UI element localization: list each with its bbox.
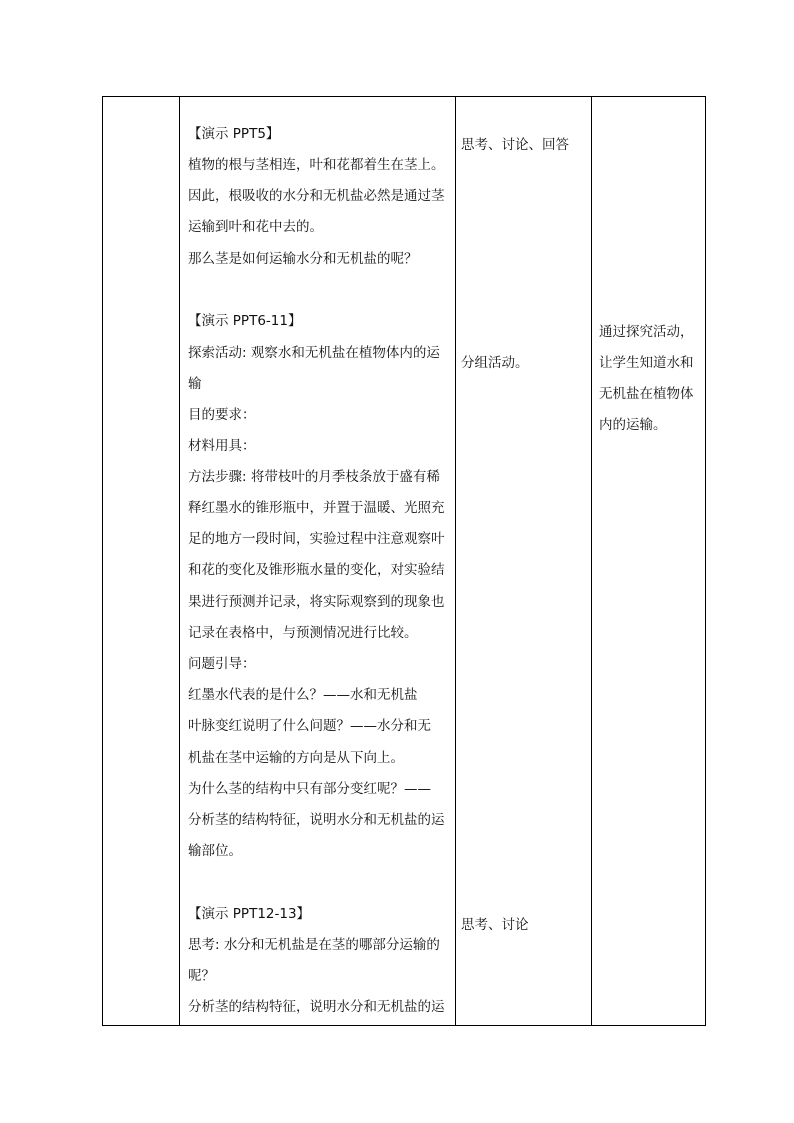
teacher-line: 分析茎的结构特征，说明水分和无机盐的运	[188, 999, 445, 1015]
teacher-line: 方法步骤: 将带枝叶的月季枝条放于盛有稀	[188, 469, 440, 485]
teacher-line: 【演示 PPT6-11】	[188, 313, 302, 329]
teacher-line: 输部位。	[188, 843, 242, 859]
teacher-line: 运输到叶和花中去的。	[188, 219, 323, 235]
teacher-line: 机盐在茎中运输的方向是从下向上。	[188, 750, 404, 766]
teacher-line: 探索活动: 观察水和无机盐在植物体内的运	[188, 345, 440, 361]
column-divider-1	[179, 97, 180, 1025]
column-divider-3	[591, 97, 592, 1025]
teacher-line: 问题引导：	[188, 656, 256, 672]
teacher-line: 那么茎是如何运输水分和无机盐的呢？	[188, 251, 418, 267]
teacher-line: 呢？	[188, 968, 215, 984]
teacher-line: 目的要求：	[188, 407, 256, 423]
intent-line: 内的运输。	[599, 417, 667, 433]
teacher-line: 植物的根与茎相连，叶和花都着生在茎上。	[188, 157, 445, 173]
intent-line: 无机盐在植物体	[599, 386, 694, 402]
teacher-line: 为什么茎的结构中只有部分变红呢？——	[188, 781, 431, 797]
teacher-line: 释红墨水的锥形瓶中，并置于温暖、光照充	[188, 500, 445, 516]
student-line: 思考、讨论、回答	[461, 137, 569, 153]
teacher-line: 叶脉变红说明了什么问题？——水分和无	[188, 718, 431, 734]
teacher-line: 记录在表格中，与预测情况进行比较。	[188, 625, 418, 641]
teacher-line: 分析茎的结构特征，说明水分和无机盐的运	[188, 812, 445, 828]
intent-line: 通过探究活动，	[599, 324, 694, 340]
teacher-line: 材料用具：	[188, 438, 256, 454]
intent-line: 让学生知道水和	[599, 355, 694, 371]
lesson-table	[102, 96, 706, 1026]
column-divider-2	[455, 97, 456, 1025]
student-line: 分组活动。	[461, 355, 529, 371]
teacher-line: 因此，根吸收的水分和无机盐必然是通过茎	[188, 188, 445, 204]
teacher-line: 红墨水代表的是什么？——水和无机盐	[188, 687, 418, 703]
teacher-line: 果进行预测并记录，将实际观察到的现象也	[188, 594, 445, 610]
teacher-line: 输	[188, 376, 202, 392]
student-line: 思考、讨论	[461, 917, 529, 933]
teacher-line: 足的地方一段时间，实验过程中注意观察叶	[188, 531, 445, 547]
teacher-line: 和花的变化及锥形瓶水量的变化，对实验结	[188, 562, 445, 578]
teacher-line: 【演示 PPT5】	[188, 126, 280, 142]
teacher-line: 思考: 水分和无机盐是在茎的哪部分运输的	[188, 937, 440, 953]
teacher-line: 【演示 PPT12-13】	[188, 906, 311, 922]
